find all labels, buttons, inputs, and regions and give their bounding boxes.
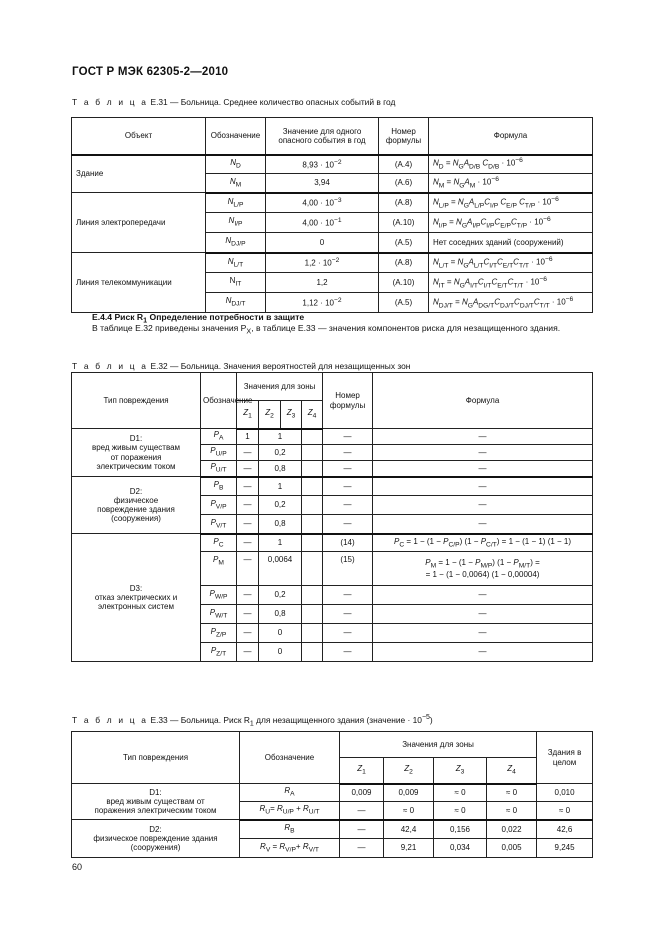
t32-header-formula: Формула bbox=[373, 373, 593, 429]
table-row: $P_{V/T}$ — 0,8 — — bbox=[72, 515, 593, 534]
t31-object: Здание bbox=[72, 155, 206, 193]
table-row: D1: вред живым существам от поражения электрическим током $P_A$ 1 1 — — bbox=[72, 429, 593, 445]
table-row: Линия электропередачи $N_{L/P}$ $4,00 \cdot 10^{-3}$ (А.8) $N_{L/P} = N_GA_{L/P}C_{I/P}$ $C_{E/P}$ $C_{T/P} \cdot 10^{-6}$ bbox=[72, 193, 593, 213]
t32-zone-z4: $Z_4$ bbox=[302, 401, 323, 429]
t33-zone-z3: $Z_3$ bbox=[434, 758, 487, 784]
t32-damage-type: D3: отказ электрических и электронных систем bbox=[72, 534, 201, 662]
t33-zone-z2: $Z_2$ bbox=[384, 758, 434, 784]
table-row: $P_{W/P}$ — 0,2 — — bbox=[72, 586, 593, 605]
table-row: $P_{U/T}$ — 0,8 — — bbox=[72, 461, 593, 477]
table-row: D2: физическое повреждение здания (сооружения) $P_B$ — 1 — — bbox=[72, 477, 593, 496]
t32-header-type: Тип повреждения bbox=[72, 373, 201, 429]
table-row: Линия телекоммуникации $N_{L/T}$ $1,2 \cdot 10^{-2}$ (А.8) $N_{L/T} = N_GA_{L/T}C_{I/T}C_{E/T}C_{T/T} \cdot 10^{-6}$ bbox=[72, 253, 593, 273]
t33-header-type: Тип повреждения bbox=[72, 732, 240, 784]
page-header: ГОСТ Р МЭК 62305-2—2010 bbox=[72, 66, 229, 78]
t33-header-total: Здания в целом bbox=[537, 732, 593, 784]
page-number: 60 bbox=[72, 862, 83, 872]
t32-header-zones: Значения для зоны bbox=[237, 373, 323, 401]
section-paragraph: В таблице Е.32 приведены значения $P_X$, в таблице Е.33 — значения компонентов риска для незащищенного здания. bbox=[92, 323, 561, 336]
t32-formula-pm: $P_M = 1 - (1 - P_{M/P}) (1 - P_{M/T})$ = = 1 − (1 − 0,0064) (1 − 0,00004) bbox=[373, 552, 593, 586]
t32-zone-z3: $Z_3$ bbox=[281, 401, 302, 429]
table-e33 bbox=[71, 731, 593, 858]
table-row: $N_{IT}$ 1,2 (А.10) $N_{IT} = N_GA_{I/T}C_{I/T}C_{E/T}C_{T/T} \cdot 10^{-6}$ bbox=[72, 273, 593, 293]
t31-header-value: Значение для одного опасного события в год bbox=[266, 118, 379, 155]
t31-formula: $N_D = N_GA_{D/B}$ $C_{D/B} \cdot 10^{-6}$ bbox=[429, 155, 593, 174]
table-e32 bbox=[71, 372, 593, 662]
table-row: D2: физическое повреждение здания (сооружения) $R_B$ — 42,4 0,156 0,022 42,6 bbox=[72, 820, 593, 839]
t31-header-formula: Формула bbox=[429, 118, 593, 155]
table31-caption: Т а б л и ц а Е.31 — Больница. Среднее количество опасных событий в год bbox=[72, 97, 396, 107]
t33-damage-type: D2: физическое повреждение здания (сооружения) bbox=[72, 820, 240, 858]
t33-header-symbol: Обозначение bbox=[240, 732, 340, 784]
table-e31 bbox=[71, 117, 593, 313]
t33-zone-z1: $Z_1$ bbox=[340, 758, 384, 784]
t32-header-formula-number: Номер формулы bbox=[323, 373, 373, 429]
t32-formula-pc: $P_C = 1 - (1 - P_{C/P}) (1 - P_{C/T}) = 1 - (1 - 1) (1 - 1)$ bbox=[373, 534, 593, 552]
t32-header-symbol: Обозначение bbox=[201, 373, 237, 429]
t32-zone-z2: $Z_2$ bbox=[259, 401, 281, 429]
t31-header-formula-number: Номер формулы bbox=[379, 118, 429, 155]
t31-header-symbol: Обозначение bbox=[206, 118, 266, 155]
table-row: $N_{DJ/T}$ $1,12 \cdot 10^{-2}$ (А.5) $N_{DJ/T} = N_GA_{DG/T}C_{DJ/T}C_{DJ/T}C_{T/T} \cdot 10^{-6}$ bbox=[72, 293, 593, 313]
t33-header-zones: Значения для зоны bbox=[340, 732, 537, 758]
table-row: $P_{W/T}$ — 0,8 — — bbox=[72, 605, 593, 624]
table-row: $N_{DJ/P}$ 0 (А.5) Нет соседних зданий (сооружений) bbox=[72, 233, 593, 253]
t32-damage-type: D1: вред живым существам от поражения электрическим током bbox=[72, 429, 201, 477]
table32-caption: Т а б л и ц а Е.32 — Больница. Значения вероятностей для незащищенных зон bbox=[72, 361, 411, 371]
table-row: D1: вред живым существам от поражения электрическим током $R_A$ 0,009 0,009 ≈ 0 ≈ 0 0,010 bbox=[72, 784, 593, 802]
table-row: $R_V = R_{V/P}+ R_{V/T}$ — 9,21 0,034 0,005 9,245 bbox=[72, 839, 593, 858]
table-row: $N_{I/P}$ $4,00 \cdot 10^{-1}$ (А.10) $N_{I/P} = N_GA_{I/P}C_{I/P}C_{E/P}C_{T/P} \cdot 10^{-6}$ bbox=[72, 213, 593, 233]
t32-zone-z1: $Z_1$ bbox=[237, 401, 259, 429]
t31-header-object: Объект bbox=[72, 118, 206, 155]
table-row: Здание $N_D$ $8,93 \cdot 10^{-2}$ (А.4) $N_D = N_GA_{D/B}$ $C_{D/B} \cdot 10^{-6}$ bbox=[72, 155, 593, 174]
t31-object: Линия электропередачи bbox=[72, 193, 206, 253]
table-row: D3: отказ электрических и электронных систем $P_C$ — 1 (14) $P_C = 1 - (1 - P_{C/P}) (1 - P_{C/T}) = 1 - (1 - 1) (1 - 1)$ bbox=[72, 534, 593, 552]
section-title: Е.4.4 Риск $R_1$ Определение потребности в защите bbox=[92, 312, 305, 325]
t31-object: Линия телекоммуникации bbox=[72, 253, 206, 313]
t32-damage-type: D2: физическое повреждение здания (сооружения) bbox=[72, 477, 201, 534]
table-row: $P_{Z/P}$ — 0 — — bbox=[72, 624, 593, 643]
t33-damage-type: D1: вред живым существам от поражения электрическим током bbox=[72, 784, 240, 820]
table-row: $P_{U/P}$ — 0,2 — — bbox=[72, 445, 593, 461]
table-row: $P_{Z/T}$ — 0 — — bbox=[72, 643, 593, 662]
table-row: $P_M$ — 0,0064 (15) $P_M = 1 - (1 - P_{M/P}) (1 - P_{M/T})$ = = 1 − (1 − 0,0064) (1 − 0,00004) bbox=[72, 552, 593, 586]
t33-zone-z4: $Z_4$ bbox=[487, 758, 537, 784]
table-row: $N_M$ 3,94 (А.6) $N_M = N_GA_M \cdot 10^{-6}$ bbox=[72, 174, 593, 193]
table-row: $R_U= R_{U/P} + R_{U/T}$ — ≈ 0 ≈ 0 ≈ 0 ≈ 0 bbox=[72, 802, 593, 820]
table33-caption: Т а б л и ц а Е.33 — Больница. Риск $R_1$ для незащищенного здания (значение · $10^{-5}$) bbox=[72, 714, 433, 728]
table-row: $P_{V/P}$ — 0,2 — — bbox=[72, 496, 593, 515]
